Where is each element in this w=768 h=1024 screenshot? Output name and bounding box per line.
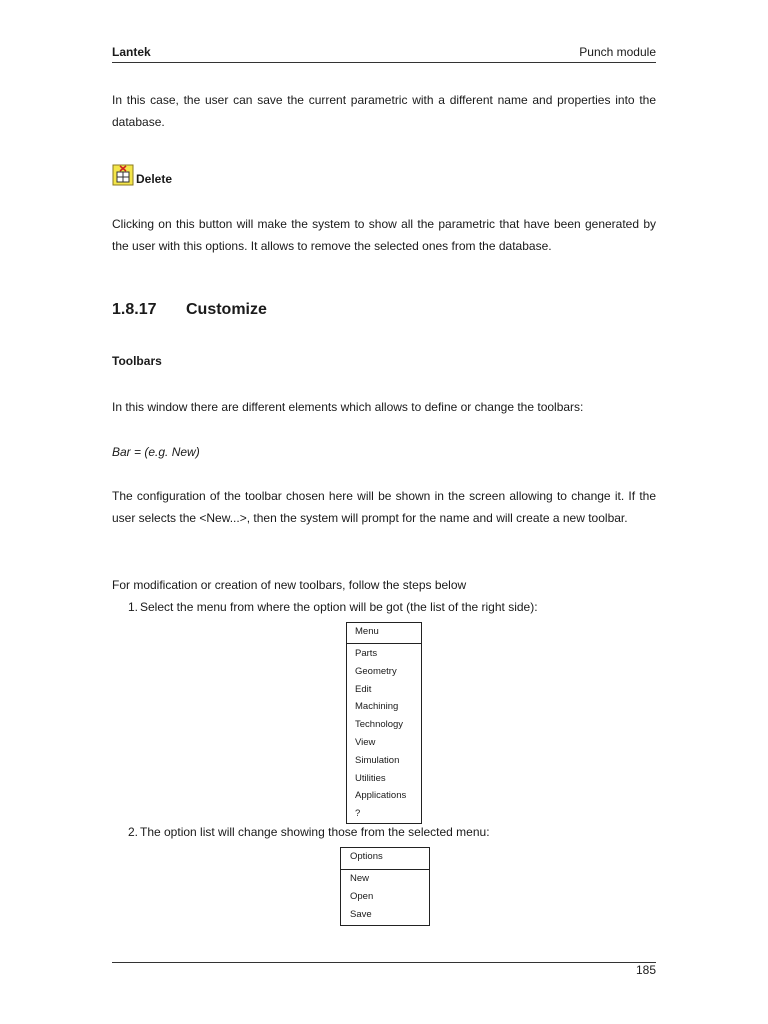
step-number: 1.: [127, 600, 138, 614]
header-company: Lantek: [112, 45, 151, 59]
step-1: [112, 598, 538, 616]
footer-rule: [112, 962, 656, 963]
elements-paragraph: In this window there are different elements which allows to define or change the toolbars:: [112, 400, 584, 414]
step-text: Select the menu from where the option will be got (the list of the right side):: [140, 600, 538, 614]
menu-list[interactable]: [346, 622, 422, 824]
list-item[interactable]: Save: [350, 908, 372, 920]
bar-example: Bar = (e.g. New): [112, 445, 200, 459]
delete-label: Delete: [136, 172, 173, 186]
list-item[interactable]: ?: [355, 808, 361, 820]
delete-icon: [112, 164, 134, 186]
menu-list-header: Menu: [347, 623, 421, 644]
options-list-header: Options: [341, 848, 429, 870]
intro-paragraph: In this case, the user can save the current parametric with a different name and properties into the database.: [112, 93, 656, 129]
section-number: 1.8.17: [112, 301, 157, 318]
step-2: [112, 823, 490, 841]
steps-intro: For modification or creation of new toolbars, follow the steps below: [112, 578, 467, 592]
config-paragraph: The configuration of the toolbar chosen here will be shown in the screen allowing to change it. If the user selects the <New...>, then the system will prompt for the name and will create a new toolbar.: [112, 489, 656, 525]
list-item[interactable]: Applications: [355, 790, 407, 802]
page-number: 185: [635, 963, 656, 977]
list-item[interactable]: Parts: [355, 648, 378, 659]
list-item[interactable]: Simulation: [355, 754, 400, 766]
header-module: Punch module: [579, 45, 656, 59]
list-item[interactable]: Geometry: [355, 665, 397, 677]
list-item[interactable]: New: [350, 873, 370, 884]
step-number: 2.: [127, 825, 138, 839]
list-item[interactable]: Technology: [355, 719, 404, 731]
list-item[interactable]: Open: [350, 890, 374, 902]
delete-heading: [112, 160, 172, 186]
list-item[interactable]: View: [355, 736, 376, 748]
section-heading: [112, 301, 267, 319]
list-item[interactable]: Utilities: [355, 772, 386, 784]
step-text: The option list will change showing those from the selected menu:: [140, 825, 490, 839]
header-rule: [112, 62, 656, 63]
options-list[interactable]: [340, 847, 430, 926]
list-item[interactable]: Edit: [355, 683, 372, 695]
section-title: Customize: [186, 301, 267, 318]
delete-description: Clicking on this button will make the system to show all the parametric that have been generated by the user with this options. It allows to remove the selected ones from the database.: [112, 217, 656, 253]
list-item[interactable]: Machining: [355, 701, 399, 713]
toolbars-subheading: Toolbars: [112, 354, 162, 368]
